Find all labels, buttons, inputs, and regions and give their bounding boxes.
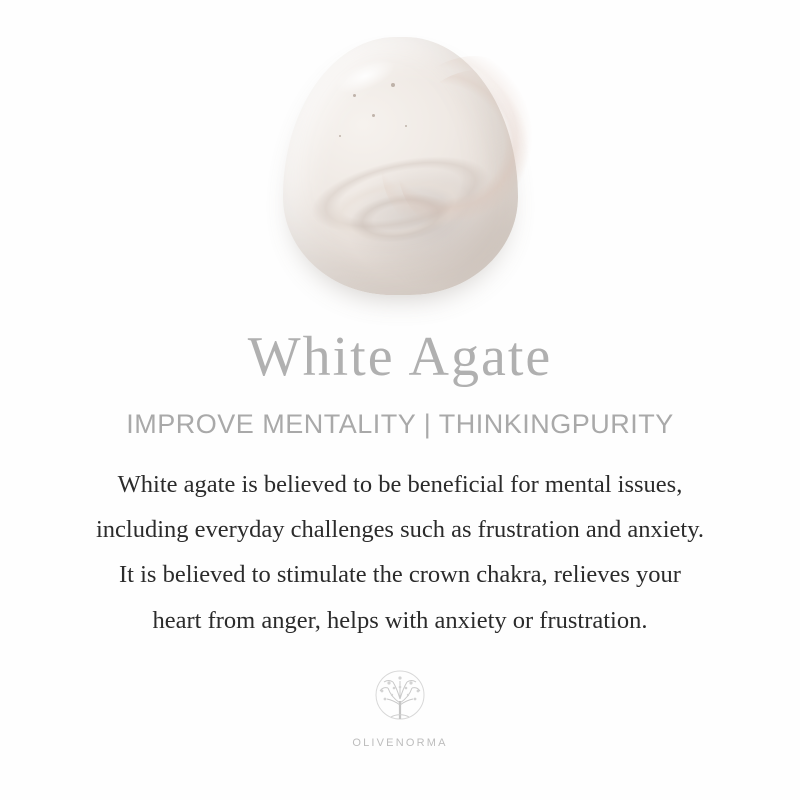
title-word-second: Agate xyxy=(408,326,553,388)
white-agate-stone-image xyxy=(283,37,518,295)
stone-speck xyxy=(353,94,356,97)
stone-highlight xyxy=(332,52,399,99)
brand-logo xyxy=(352,661,447,749)
stone-speck xyxy=(391,83,395,87)
description-line: White agate is believed to be beneficial for mental issues, xyxy=(117,470,683,498)
product-subtitle: IMPROVE MENTALITY | THINKINGPURITY xyxy=(126,408,674,439)
stone-speck xyxy=(339,135,341,137)
description-line: including everyday challenges such as frustration and anxiety. xyxy=(96,516,704,544)
stone-image-container xyxy=(0,0,800,320)
description-line: It is believed to stimulate the crown chakra, relieves your xyxy=(119,561,681,589)
page-title xyxy=(248,328,553,387)
stone-speck xyxy=(405,125,407,127)
product-description xyxy=(20,462,780,643)
title-word-first: White xyxy=(247,326,395,388)
stone-speck xyxy=(372,114,375,117)
description-line: heart from anger, helps with anxiety or frustration. xyxy=(152,606,648,634)
brand-name: OLIVENORMA xyxy=(352,737,448,750)
tree-of-life-icon xyxy=(363,661,437,735)
